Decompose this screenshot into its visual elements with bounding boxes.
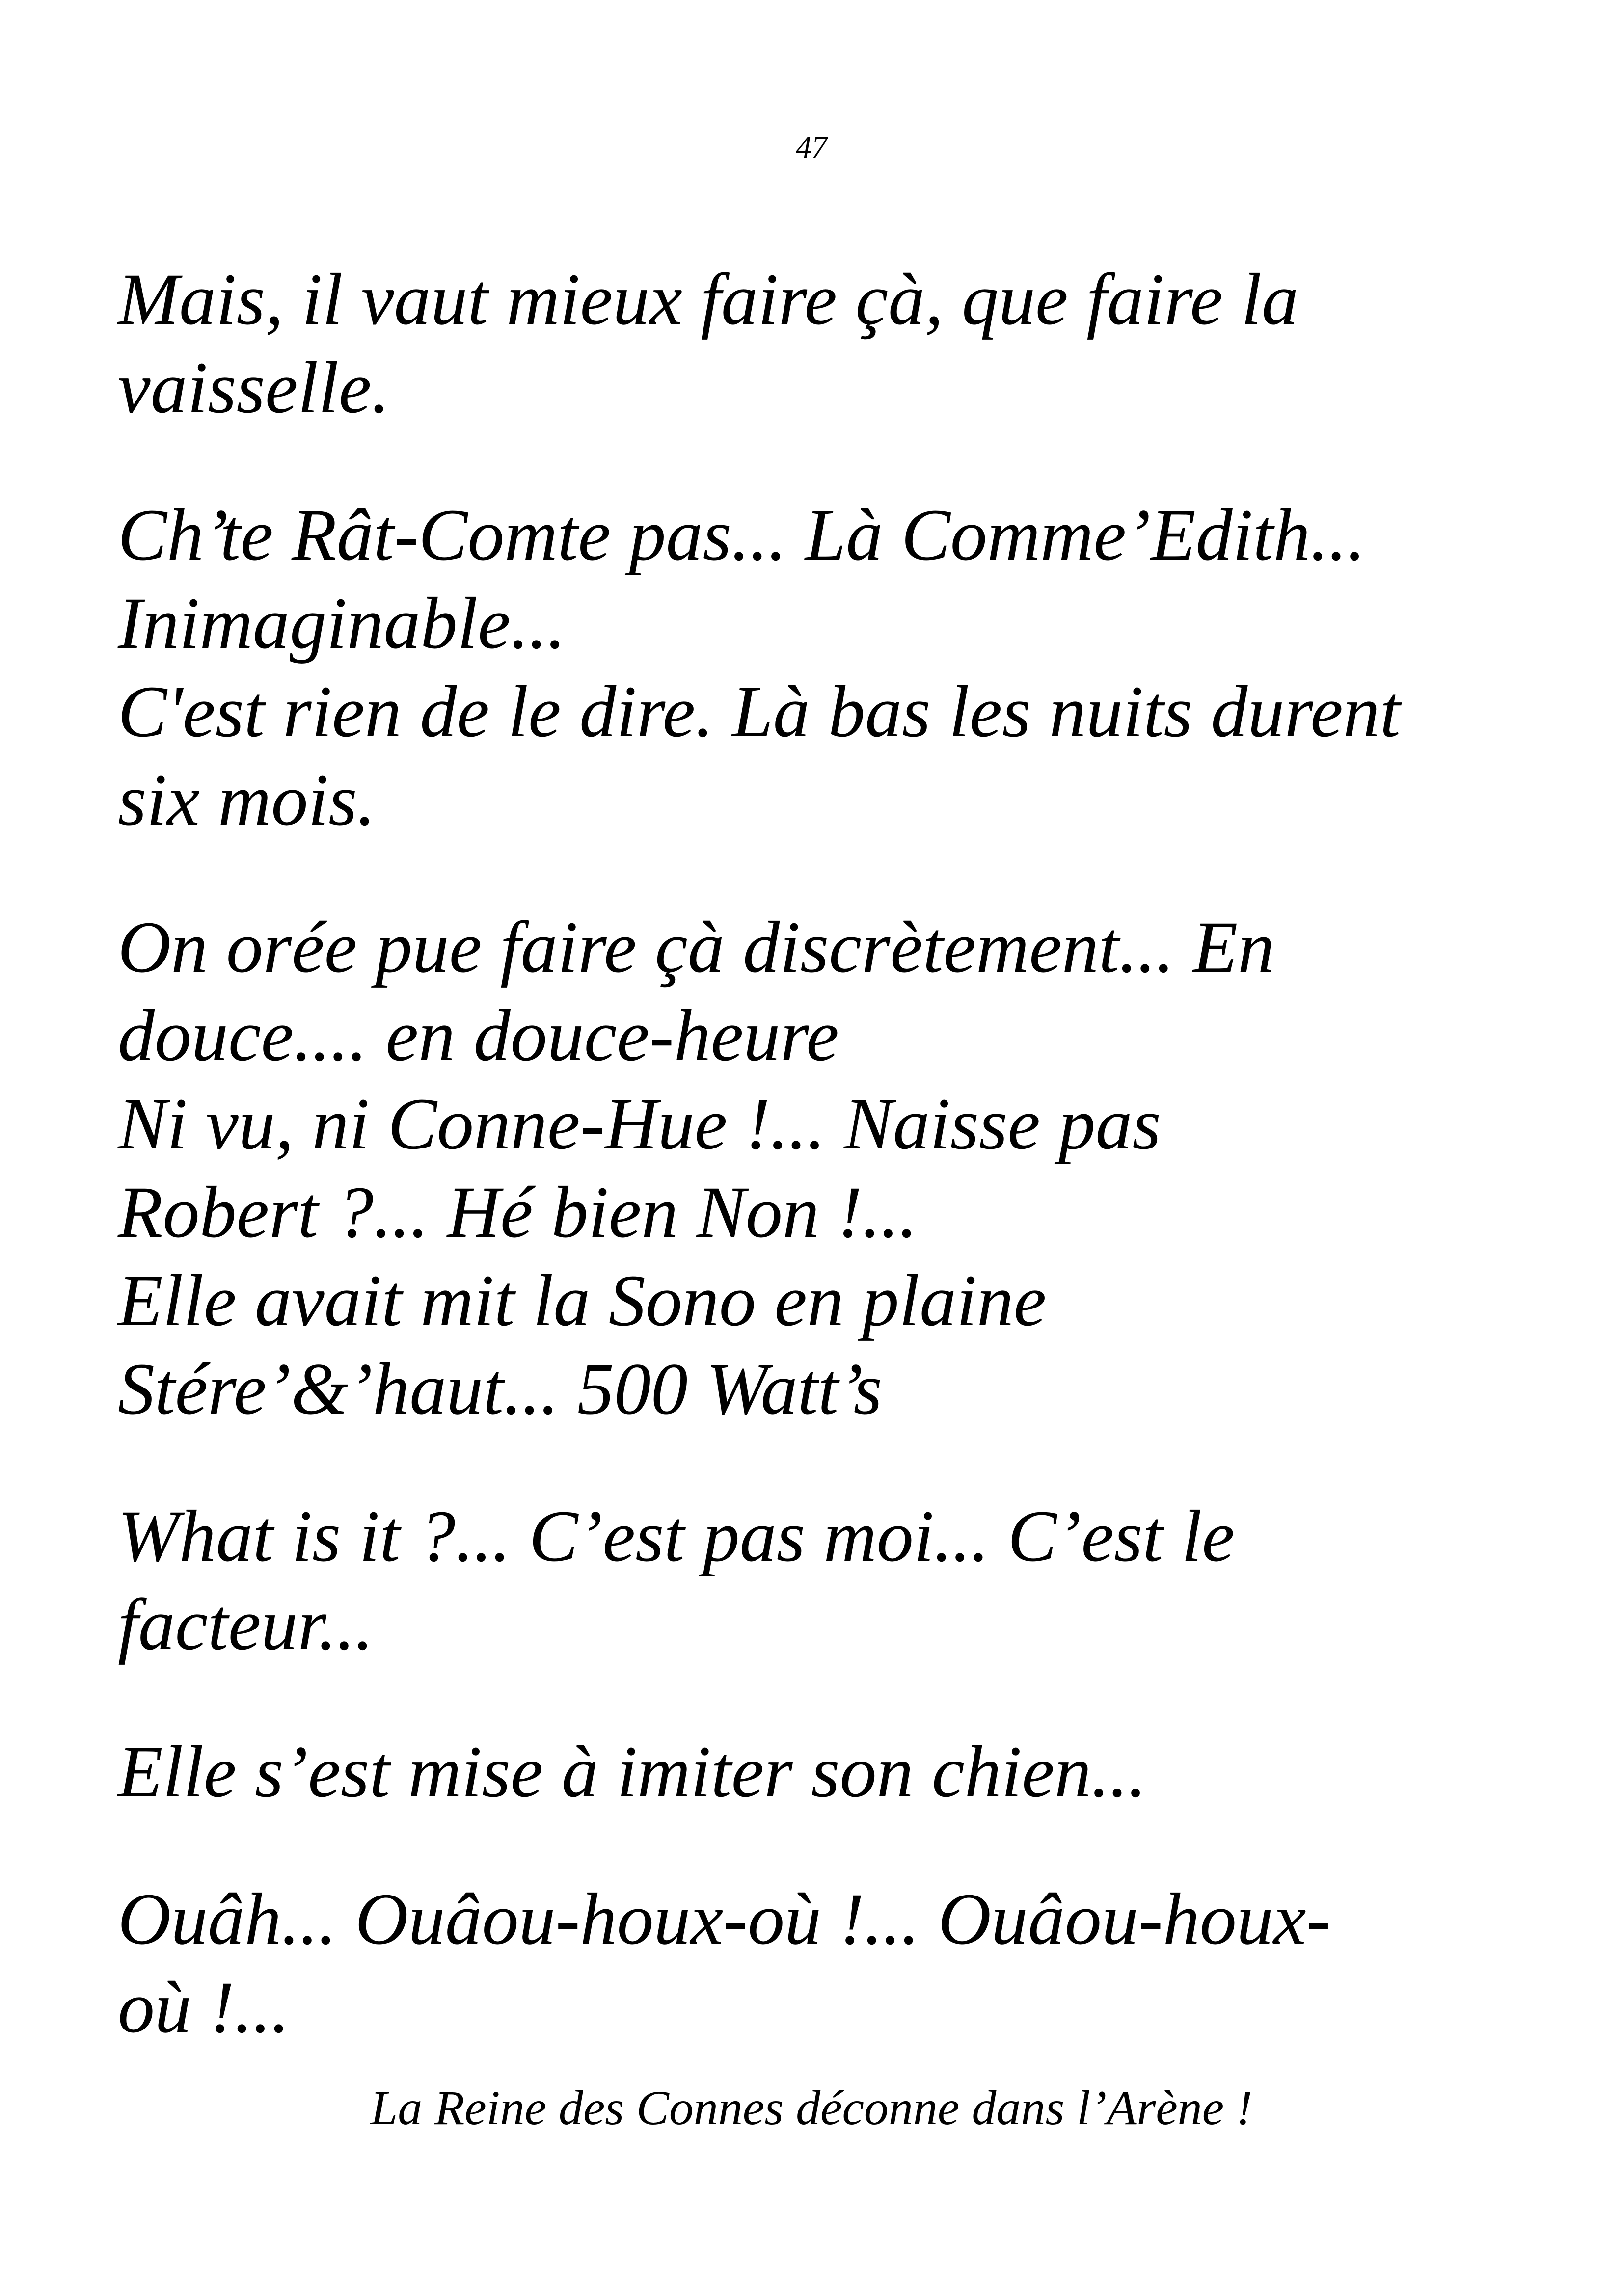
page-number: 47 (796, 130, 827, 164)
text-line: Mais, il vaut mieux faire çà, que faire la (118, 259, 1299, 340)
text-line: Ouâh... Ouâou-houx-où !... Ouâou-houx- (118, 1878, 1331, 1960)
stanza-1 (118, 255, 1542, 432)
text-line: six mois. (118, 759, 376, 841)
stanza-5 (118, 1728, 1542, 1816)
text-line: Elle avait mit la Sono en plaine (118, 1260, 1047, 1341)
running-footer: La Reine des Connes déconne dans l’Arène ! (370, 2081, 1253, 2135)
text-line: What is it ?... C’est pas moi... C’est le (118, 1495, 1235, 1577)
text-line: Ni vu, ni Conne-Hue !... Naisse pas (118, 1083, 1161, 1165)
text-line: Stére’&’haut... 500 Watt’s (118, 1348, 882, 1430)
text-line: Elle s’est mise à imiter son chien... (118, 1731, 1147, 1813)
stanza-3 (118, 903, 1542, 1433)
stanza-6 (118, 1875, 1542, 2052)
text-line: Robert ?... Hé bien Non !... (118, 1172, 918, 1253)
body-text (118, 255, 1542, 2110)
text-line: facteur... (118, 1584, 374, 1665)
stanza-2 (118, 491, 1542, 844)
text-line: Ch’te Rât-Comte pas... Là Comme’Edith... (118, 494, 1366, 576)
text-line: où !... (118, 1967, 290, 2048)
stanza-4 (118, 1492, 1542, 1669)
text-line: douce.... en douce-heure (118, 995, 839, 1076)
text-line: Inimaginable... (118, 583, 566, 664)
text-line: vaisselle. (118, 347, 390, 428)
text-line: C'est rien de le dire. Là bas les nuits durent (118, 671, 1401, 752)
text-line: On orée pue faire çà discrètement... En (118, 907, 1275, 988)
